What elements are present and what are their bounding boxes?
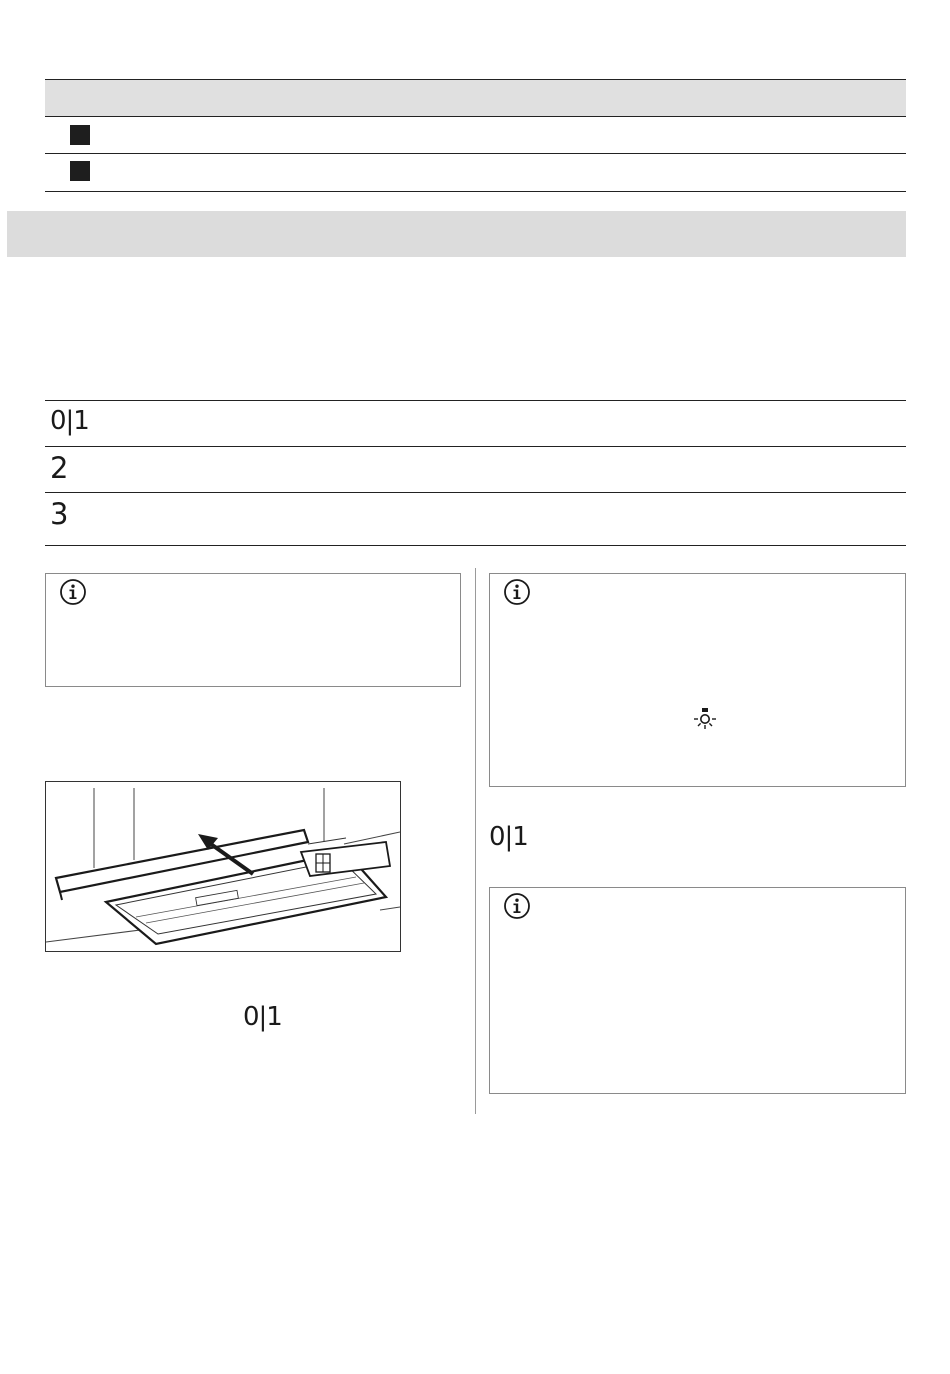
section-header-bar — [7, 211, 906, 257]
speed-2-symbol: 2 — [50, 451, 69, 485]
info-note-box-right-top — [489, 573, 906, 787]
info-icon — [503, 892, 531, 920]
top-table-header — [45, 79, 906, 117]
square-marker-icon — [70, 125, 90, 145]
light-bulb-icon — [692, 706, 718, 732]
speed-3-symbol: 3 — [50, 497, 69, 531]
power-symbol-right: 0|1 — [489, 822, 528, 852]
controls-table-row-divider — [45, 446, 906, 447]
table-row-divider — [45, 153, 906, 154]
controls-table-row-divider — [45, 492, 906, 493]
hood-illustration — [45, 781, 401, 952]
info-note-box-left — [45, 573, 461, 687]
info-note-box-right-bottom — [489, 887, 906, 1094]
power-symbol: 0|1 — [50, 406, 89, 436]
column-divider — [475, 568, 476, 1114]
hood-drawing — [46, 782, 400, 951]
controls-table-bottom — [45, 545, 906, 546]
power-symbol-inline: 0|1 — [243, 1002, 282, 1032]
controls-table-top — [45, 400, 906, 401]
table-bottom-border — [45, 191, 906, 192]
square-marker-icon — [70, 161, 90, 181]
info-icon — [59, 578, 87, 606]
info-icon — [503, 578, 531, 606]
